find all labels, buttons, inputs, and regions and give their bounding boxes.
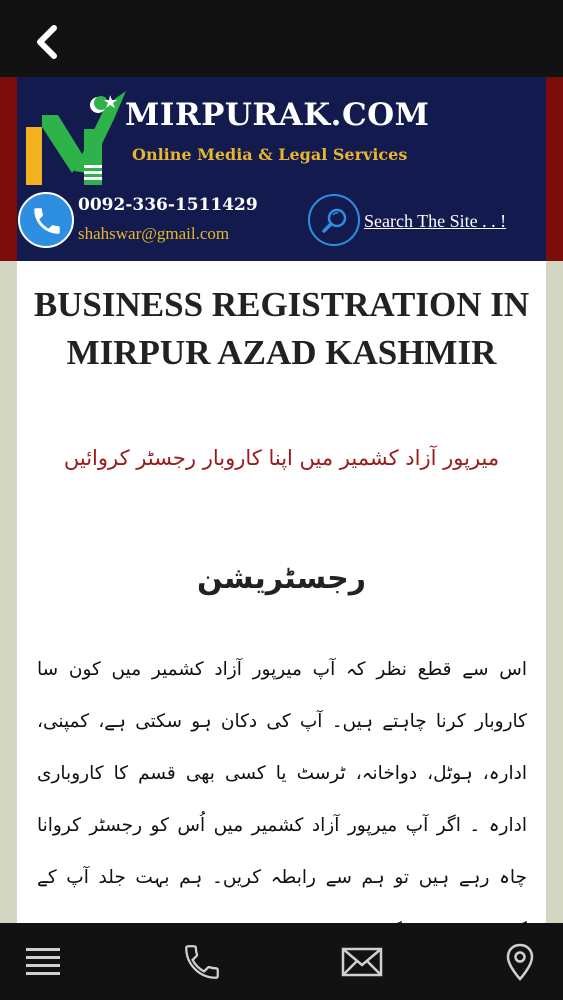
location-nav-button[interactable] bbox=[498, 941, 542, 983]
banner-edge-left bbox=[0, 77, 17, 261]
site-banner bbox=[0, 77, 563, 261]
article-content bbox=[17, 261, 546, 923]
contact-email[interactable]: shahswar@gmail.com bbox=[78, 224, 230, 243]
call-nav-button[interactable] bbox=[180, 941, 224, 983]
menu-button[interactable] bbox=[22, 941, 66, 983]
banner-edge-right bbox=[546, 77, 563, 261]
article-subtitle-urdu: میرپور آزاد کشمیر میں اپنا کاروبار رجسٹر کروائیں bbox=[63, 446, 500, 470]
bottom-nav-bar bbox=[0, 923, 563, 1000]
contact-phone[interactable]: 0092-336-1511429 bbox=[78, 195, 258, 215]
mail-icon bbox=[340, 941, 384, 983]
menu-icon bbox=[22, 941, 66, 983]
phone-icon bbox=[30, 204, 64, 238]
search-site-link[interactable]: Search The Site . . ! bbox=[364, 211, 507, 231]
brand-name: MIRPURAK.COM bbox=[125, 97, 430, 133]
chevron-left-icon bbox=[28, 22, 68, 62]
mail-nav-button[interactable] bbox=[340, 941, 384, 983]
back-button[interactable] bbox=[28, 22, 68, 62]
location-pin-icon bbox=[498, 941, 542, 983]
brand-tagline: Online Media & Legal Services bbox=[132, 145, 408, 164]
phone-icon bbox=[180, 941, 224, 983]
mirpurak-logo-icon bbox=[22, 85, 130, 187]
page-title: BUSINESS REGISTRATION IN MIRPUR AZAD KASHMIR bbox=[33, 285, 530, 372]
section-heading-urdu: رجسٹریشن bbox=[196, 561, 367, 596]
search-icon bbox=[321, 207, 349, 235]
top-app-bar bbox=[0, 0, 563, 77]
search-button[interactable] bbox=[308, 194, 360, 246]
article-paragraph-urdu: اس سے قطع نظر کہ آپ میرپور آزاد کشمیر میں کون سا کاروبار کرنا چاہتے ہیں۔ آپ کی دکان ہو سکتی ہے، کمپنی، ادارہ، ہوٹل، دواخانہ، ٹرسٹ یا کسی بھی قسم کا کاروباری ادارہ ۔ اگر آپ میرپور آزاد کشمیر میں اُس کو رجسٹر کروانا چاہ رہے ہیں تو ہم سے رابطہ کریں۔ ہم بہت جلد آپ کے bbox=[37, 659, 527, 888]
call-button[interactable] bbox=[18, 192, 74, 248]
